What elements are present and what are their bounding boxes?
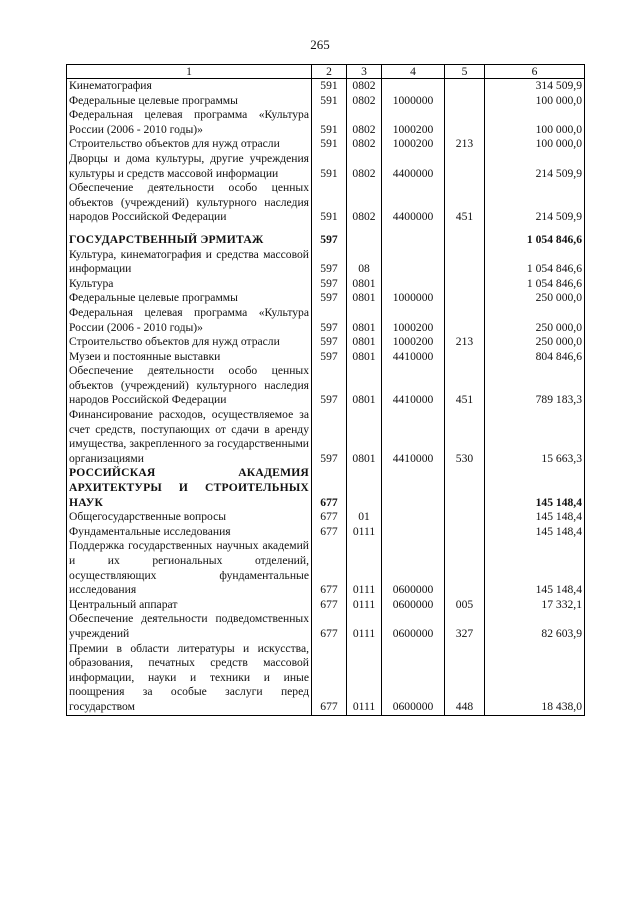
ministry-code: 597 <box>312 291 347 306</box>
amount-value: 1 054 846,6 <box>485 233 585 248</box>
target-article-code <box>382 79 445 94</box>
expense-type-code <box>445 525 485 540</box>
table-row <box>67 510 585 525</box>
row-name: Федеральная целевая программа «Культура России (2006 - 2010 годы)» <box>67 108 312 137</box>
row-name: Кинематография <box>67 79 312 94</box>
spacer-cell <box>485 225 585 233</box>
ministry-code: 677 <box>312 612 347 641</box>
section-code <box>347 466 382 510</box>
row-name: Обеспечение деятельности подведомственных учреждений <box>67 612 312 641</box>
amount-value: 145 148,4 <box>485 525 585 540</box>
expense-type-code <box>445 233 485 248</box>
table-row <box>67 248 585 277</box>
target-article-code <box>382 466 445 510</box>
column-header: 6 <box>485 65 585 79</box>
row-name: Дворцы и дома культуры, другие учреждения культуры и средств массовой информации <box>67 152 312 181</box>
column-header: 2 <box>312 65 347 79</box>
section-code <box>347 233 382 248</box>
page-number: 265 <box>310 37 330 52</box>
amount-value: 15 663,3 <box>485 408 585 466</box>
row-name: Центральный аппарат <box>67 598 312 613</box>
table-row <box>67 233 585 248</box>
section-code: 0802 <box>347 108 382 137</box>
row-name: Федеральные целевые программы <box>67 291 312 306</box>
target-article-code <box>382 277 445 292</box>
section-code: 08 <box>347 248 382 277</box>
column-header: 5 <box>445 65 485 79</box>
ministry-code: 591 <box>312 152 347 181</box>
target-article-code: 1000200 <box>382 137 445 152</box>
ministry-code: 591 <box>312 137 347 152</box>
amount-value: 250 000,0 <box>485 306 585 335</box>
table-row <box>67 350 585 365</box>
row-name: Финансирование расходов, осуществляемое за счет средств, поступающих от сдачи в аренду имущества, закрепленного за государственными организациями <box>67 408 312 466</box>
amount-value: 100 000,0 <box>485 137 585 152</box>
ministry-code: 597 <box>312 408 347 466</box>
budget-table <box>66 64 585 716</box>
row-name: Культура, кинематография и средства массовой информации <box>67 248 312 277</box>
amount-value: 145 148,4 <box>485 539 585 597</box>
row-name: РОССИЙСКАЯ АКАДЕМИЯ АРХИТЕКТУРЫ И СТРОИТЕЛЬНЫХ НАУК <box>67 466 312 510</box>
target-article-code: 1000000 <box>382 94 445 109</box>
amount-value: 82 603,9 <box>485 612 585 641</box>
table-row <box>67 137 585 152</box>
amount-value: 18 438,0 <box>485 642 585 715</box>
expense-type-code: 451 <box>445 181 485 225</box>
ministry-code: 597 <box>312 335 347 350</box>
expense-type-code: 005 <box>445 598 485 613</box>
target-article-code: 1000200 <box>382 306 445 335</box>
ministry-code: 591 <box>312 181 347 225</box>
table-row <box>67 181 585 225</box>
expense-type-code <box>445 510 485 525</box>
expense-type-code: 451 <box>445 364 485 408</box>
table-row <box>67 277 585 292</box>
amount-value: 145 148,4 <box>485 466 585 510</box>
ministry-code: 591 <box>312 108 347 137</box>
ministry-code: 597 <box>312 233 347 248</box>
section-code: 0801 <box>347 335 382 350</box>
target-article-code: 1000200 <box>382 108 445 137</box>
amount-value: 214 509,9 <box>485 152 585 181</box>
amount-value: 100 000,0 <box>485 94 585 109</box>
expense-type-code: 213 <box>445 137 485 152</box>
expense-type-code: 213 <box>445 335 485 350</box>
expense-type-code <box>445 108 485 137</box>
ministry-code: 597 <box>312 364 347 408</box>
amount-value: 17 332,1 <box>485 598 585 613</box>
table-row <box>67 108 585 137</box>
header-row <box>67 65 585 79</box>
section-code: 0111 <box>347 539 382 597</box>
target-article-code: 4400000 <box>382 152 445 181</box>
section-code: 0801 <box>347 306 382 335</box>
section-code: 0801 <box>347 350 382 365</box>
ministry-code: 677 <box>312 539 347 597</box>
amount-value: 145 148,4 <box>485 510 585 525</box>
table-row <box>67 364 585 408</box>
section-code: 0802 <box>347 152 382 181</box>
amount-value: 100 000,0 <box>485 108 585 137</box>
target-article-code: 1000200 <box>382 335 445 350</box>
table-row <box>67 525 585 540</box>
section-code: 0802 <box>347 79 382 94</box>
row-name: Премии в области литературы и искусства, образования, печатных средств массовой информации, науки и техники и иные поощрения за особые заслуги перед государством <box>67 642 312 715</box>
section-code: 01 <box>347 510 382 525</box>
row-name: Строительство объектов для нужд отрасли <box>67 335 312 350</box>
column-header: 1 <box>67 65 312 79</box>
target-article-code: 4400000 <box>382 181 445 225</box>
target-article-code <box>382 233 445 248</box>
table-row <box>67 539 585 597</box>
row-name: Обеспечение деятельности особо ценных объектов (учреждений) культурного наследия народов Российской Федерации <box>67 181 312 225</box>
section-code: 0802 <box>347 94 382 109</box>
expense-type-code <box>445 94 485 109</box>
row-name: Общегосударственные вопросы <box>67 510 312 525</box>
column-header: 3 <box>347 65 382 79</box>
spacer-cell <box>382 225 445 233</box>
ministry-code: 677 <box>312 642 347 715</box>
amount-value: 1 054 846,6 <box>485 277 585 292</box>
table-row <box>67 152 585 181</box>
ministry-code: 597 <box>312 248 347 277</box>
amount-value: 250 000,0 <box>485 291 585 306</box>
expense-type-code <box>445 539 485 597</box>
target-article-code: 1000000 <box>382 291 445 306</box>
expense-type-code <box>445 277 485 292</box>
row-name: Культура <box>67 277 312 292</box>
ministry-code: 591 <box>312 79 347 94</box>
target-article-code: 0600000 <box>382 598 445 613</box>
target-article-code: 4410000 <box>382 364 445 408</box>
spacer-cell <box>67 225 312 233</box>
row-name: Музеи и постоянные выставки <box>67 350 312 365</box>
ministry-code: 591 <box>312 94 347 109</box>
row-name: Федеральная целевая программа «Культура России (2006 - 2010 годы)» <box>67 306 312 335</box>
ministry-code: 677 <box>312 466 347 510</box>
amount-value: 1 054 846,6 <box>485 248 585 277</box>
row-name: ГОСУДАРСТВЕННЫЙ ЭРМИТАЖ <box>67 233 312 248</box>
row-name: Федеральные целевые программы <box>67 94 312 109</box>
target-article-code: 0600000 <box>382 612 445 641</box>
section-code: 0111 <box>347 525 382 540</box>
row-name: Фундаментальные исследования <box>67 525 312 540</box>
section-code: 0111 <box>347 598 382 613</box>
ministry-code: 597 <box>312 350 347 365</box>
target-article-code: 4410000 <box>382 408 445 466</box>
expense-type-code <box>445 291 485 306</box>
expense-type-code <box>445 350 485 365</box>
amount-value: 250 000,0 <box>485 335 585 350</box>
expense-type-code <box>445 306 485 335</box>
target-article-code: 4410000 <box>382 350 445 365</box>
target-article-code: 0600000 <box>382 642 445 715</box>
table-row <box>67 79 585 94</box>
section-code: 0801 <box>347 277 382 292</box>
expense-type-code <box>445 79 485 94</box>
table-body <box>67 79 585 716</box>
ministry-code: 597 <box>312 306 347 335</box>
spacer-cell <box>312 225 347 233</box>
table-row <box>67 335 585 350</box>
amount-value: 314 509,9 <box>485 79 585 94</box>
section-code: 0111 <box>347 642 382 715</box>
spacer-row <box>67 225 585 233</box>
expense-type-code <box>445 152 485 181</box>
table-row <box>67 408 585 466</box>
target-article-code: 0600000 <box>382 539 445 597</box>
table-row <box>67 291 585 306</box>
amount-value: 214 509,9 <box>485 181 585 225</box>
expense-type-code <box>445 248 485 277</box>
spacer-cell <box>445 225 485 233</box>
table-row <box>67 466 585 510</box>
section-code: 0802 <box>347 181 382 225</box>
section-code: 0801 <box>347 408 382 466</box>
ministry-code: 677 <box>312 525 347 540</box>
ministry-code: 677 <box>312 510 347 525</box>
table-row <box>67 598 585 613</box>
spacer-cell <box>347 225 382 233</box>
section-code: 0801 <box>347 291 382 306</box>
ministry-code: 677 <box>312 598 347 613</box>
row-name: Обеспечение деятельности особо ценных объектов (учреждений) культурного наследия народов Российской Федерации <box>67 364 312 408</box>
table-row <box>67 642 585 715</box>
amount-value: 804 846,6 <box>485 350 585 365</box>
table-row <box>67 612 585 641</box>
row-name: Строительство объектов для нужд отрасли <box>67 137 312 152</box>
section-code: 0801 <box>347 364 382 408</box>
expense-type-code <box>445 466 485 510</box>
section-code: 0802 <box>347 137 382 152</box>
amount-value: 789 183,3 <box>485 364 585 408</box>
table-row <box>67 306 585 335</box>
expense-type-code: 530 <box>445 408 485 466</box>
row-name: Поддержка государственных научных академий и их региональных отделений, осуществляющих фундаментальные исследования <box>67 539 312 597</box>
ministry-code: 597 <box>312 277 347 292</box>
expense-type-code: 448 <box>445 642 485 715</box>
target-article-code <box>382 248 445 277</box>
expense-type-code: 327 <box>445 612 485 641</box>
column-header: 4 <box>382 65 445 79</box>
section-code: 0111 <box>347 612 382 641</box>
table-row <box>67 94 585 109</box>
target-article-code <box>382 510 445 525</box>
target-article-code <box>382 525 445 540</box>
